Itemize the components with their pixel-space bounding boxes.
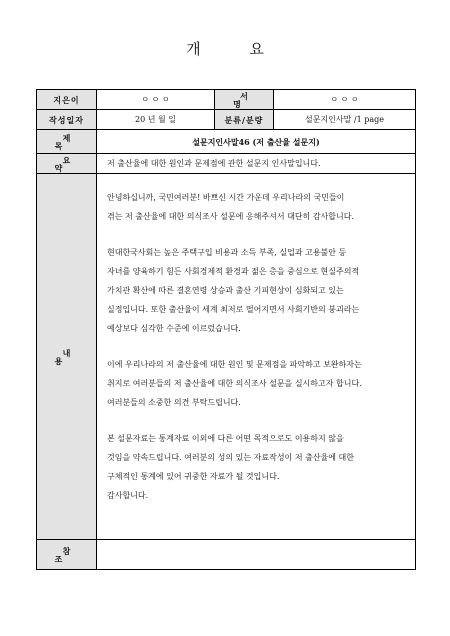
reference-label: 참 조: [37, 540, 97, 570]
subject-row: [37, 130, 416, 154]
content-paragraph-background: 현대한국사회는 높은 주택구입 비용과 소득 부족, 실업과 고용불안 등 자녀를 양육하기 힘든 사회경제적 환경과 젊은 층을 중심으로 현실주의적 가치관 확산에 따른 결혼연령 상승과 출산 기피현상이 심화되고 있는 실정입니다. 또한 출산율이 세계 최저로 떨어지면서 사회기반의 붕괴라는 예상보다 심각한 수준에 이르렀습니다.: [107, 248, 360, 333]
content-paragraph-greeting: 안녕하십니까, 국민여러분! 바쁘신 시간 가운데 우리나라의 국민들이 겪는 저 출산율에 대한 의식조사 설문에 응해주셔서 대단히 감사합니다.: [107, 193, 354, 221]
content-label: 내 용: [37, 174, 97, 540]
category-value: 설문지인사말 /1 page: [274, 110, 416, 130]
summary-form-table: [36, 89, 416, 570]
date-row: [37, 110, 416, 130]
content-paragraph-purpose: 이에 우리나라의 저 출산율에 대한 원인 및 문제점을 파악하고 보완하자는 취지로 여러분들의 저 출산율에 대한 의식조사 설문을 실시하고자 합니다. 여러분들의 소중한 의견 부탁드립니다.: [107, 360, 362, 407]
content-body: [97, 174, 416, 540]
author-label: 지은이: [37, 90, 97, 110]
content-paragraph-closing: 본 설문자료는 통계자료 이외에 다른 어떤 목적으로도 이용하지 않을 것임을 약속드립니다. 여러분의 성의 있는 자료작성이 저 출산율에 대한 구체적인 통계에 있어 귀중한 자료가 될 것입니다. 감사합니다.: [107, 434, 354, 500]
content-row: [37, 174, 416, 540]
category-label: 분류/분량: [215, 110, 274, 130]
signature-value: ㅇ ㅇ ㅇ: [274, 90, 416, 110]
date-label: 작성일자: [37, 110, 97, 130]
reference-row: [37, 540, 416, 570]
summary-label: 요 약: [37, 154, 97, 174]
date-value: 20 년 월 일: [97, 110, 215, 130]
subject-value: 설문지인사말46 (저 출산율 설문지): [97, 130, 416, 154]
subject-label: 제 목: [37, 130, 97, 154]
author-row: [37, 90, 416, 110]
document-title: 개 요: [186, 40, 286, 58]
summary-value: 저 출산율에 대한 원인과 문제점에 관한 설문지 인사말입니다.: [97, 154, 416, 174]
author-value: ㅇ ㅇ ㅇ: [97, 90, 215, 110]
reference-value: [97, 540, 416, 570]
summary-row: [37, 154, 416, 174]
signature-label: 서 명: [215, 90, 274, 110]
